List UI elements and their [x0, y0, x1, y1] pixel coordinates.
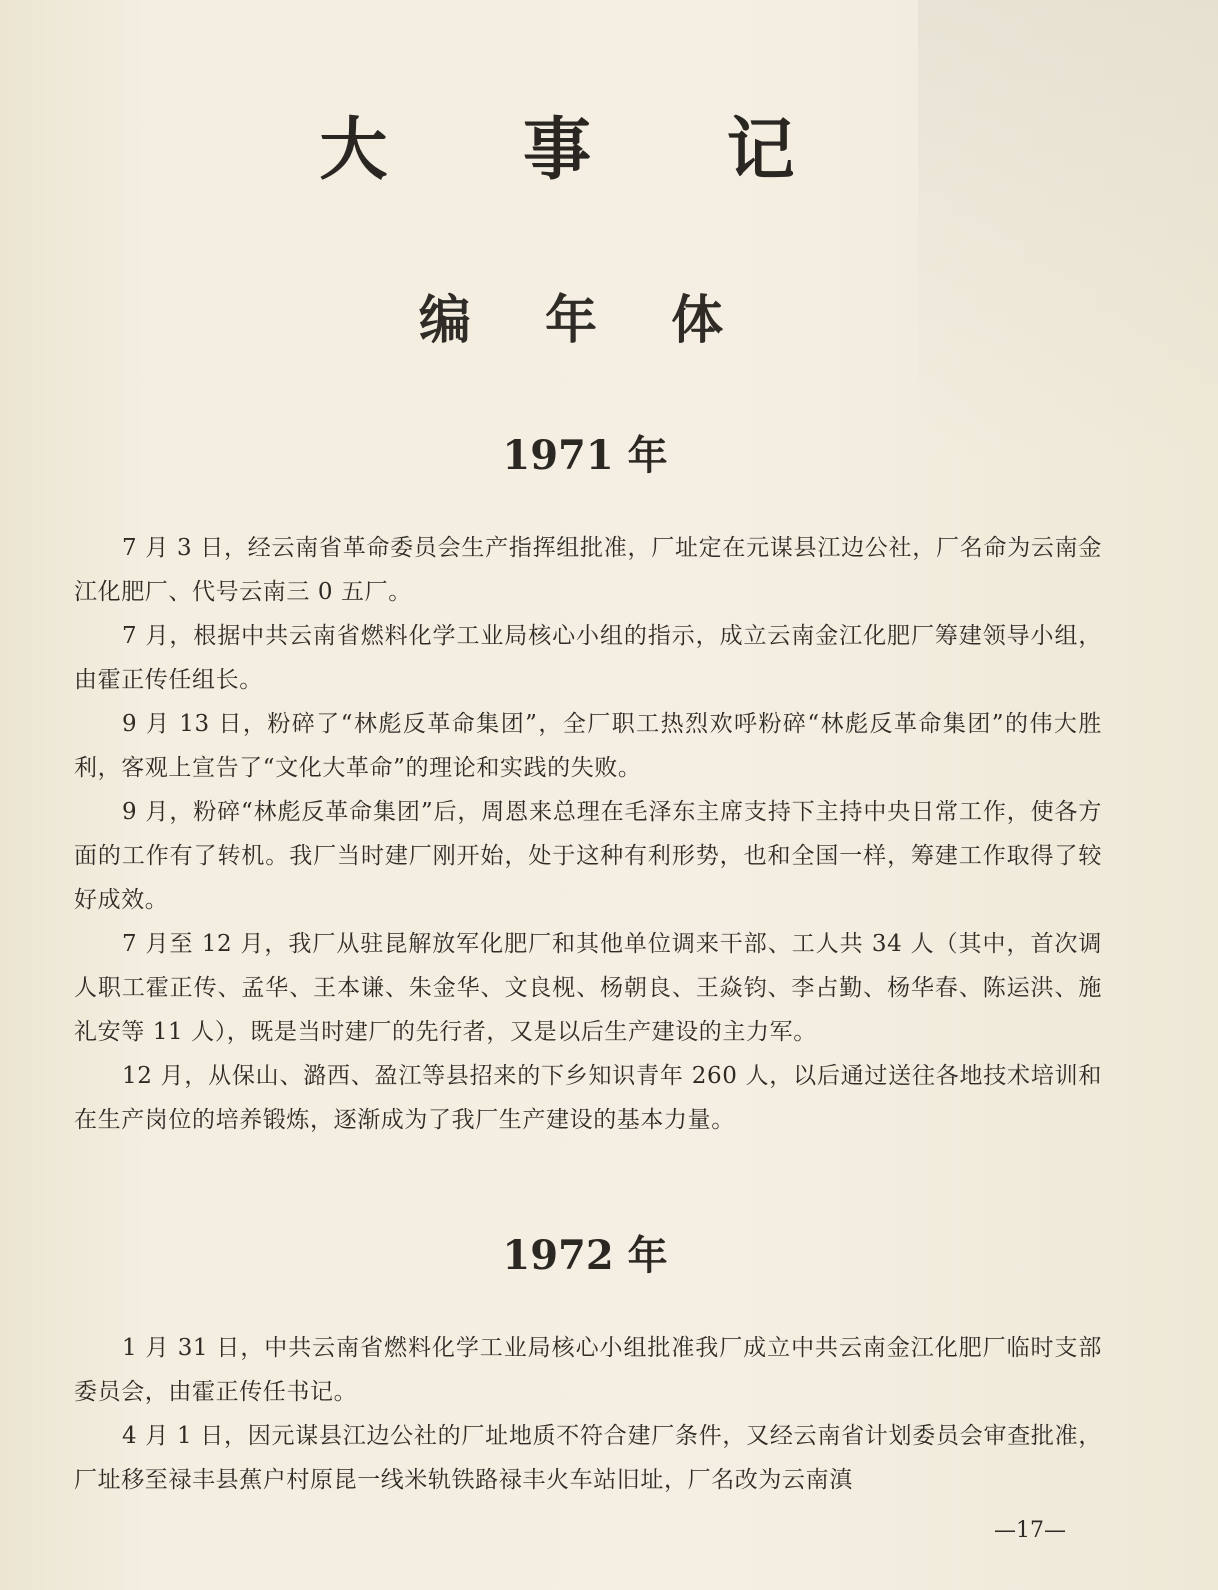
entry: 1 月 31 日，中共云南省燃料化学工业局核心小组批准我厂成立中共云南金江化肥厂临时支部委员会，由霍正传任书记。 — [74, 1335, 1102, 1405]
main-title: 大 事 记 — [319, 110, 851, 190]
entry: 7 月至 12 月，我厂从驻昆解放军化肥厂和其他单位调来干部、工人共 34 人（其中，首次调人职工霍正传、孟华、王本谦、朱金华、文良枧、杨朝良、王焱钧、李占勤、杨华春、陈运洪、施礼安等 11 人），既是当时建厂的先行者，又是以后生产建设的主力军。 — [74, 931, 1102, 1045]
year-heading-1971: 1971 年 — [502, 432, 668, 479]
entry: 9 月 13 日，粉碎了“林彪反革命集团”，全厂职工热烈欢呼粉碎“林彪反革命集团”的伟大胜利，客观上宣告了“文化大革命”的理论和实践的失败。 — [74, 711, 1102, 781]
entry: 7 月 3 日，经云南省革命委员会生产指挥组批准，厂址定在元谋县江边公社，厂名命为云南金江化肥厂、代号云南三 0 五厂。 — [74, 535, 1102, 605]
year-heading-1972: 1972 年 — [502, 1232, 668, 1279]
section-1972 — [74, 1326, 1102, 1502]
subtitle: 编 年 体 — [418, 290, 752, 351]
entry: 12 月，从保山、潞西、盈江等县招来的下乡知识青年 260 人，以后通过送往各地技术培训和在生产岗位的培养锻炼，逐渐成为了我厂生产建设的基本力量。 — [74, 1063, 1102, 1133]
entry: 7 月，根据中共云南省燃料化学工业局核心小组的指示，成立云南金江化肥厂筹建领导小组，由霍正传任组长。 — [74, 623, 1102, 693]
entry: 9 月，粉碎“林彪反革命集团”后，周恩来总理在毛泽东主席支持下主持中央日常工作，使各方面的工作有了转机。我厂当时建厂刚开始，处于这种有利形势，也和全国一样，筹建工作取得了较好成效。 — [74, 799, 1102, 913]
entry: 4 月 1 日，因元谋县江边公社的厂址地质不符合建厂条件，又经云南省计划委员会审查批准，厂址移至禄丰县蕉户村原昆一线米轨铁路禄丰火车站旧址，厂名改为云南滇 — [74, 1423, 1102, 1493]
page-number: —17— — [994, 1518, 1066, 1543]
section-1971 — [74, 526, 1102, 1142]
bleed-through-shadow — [918, 0, 1218, 460]
